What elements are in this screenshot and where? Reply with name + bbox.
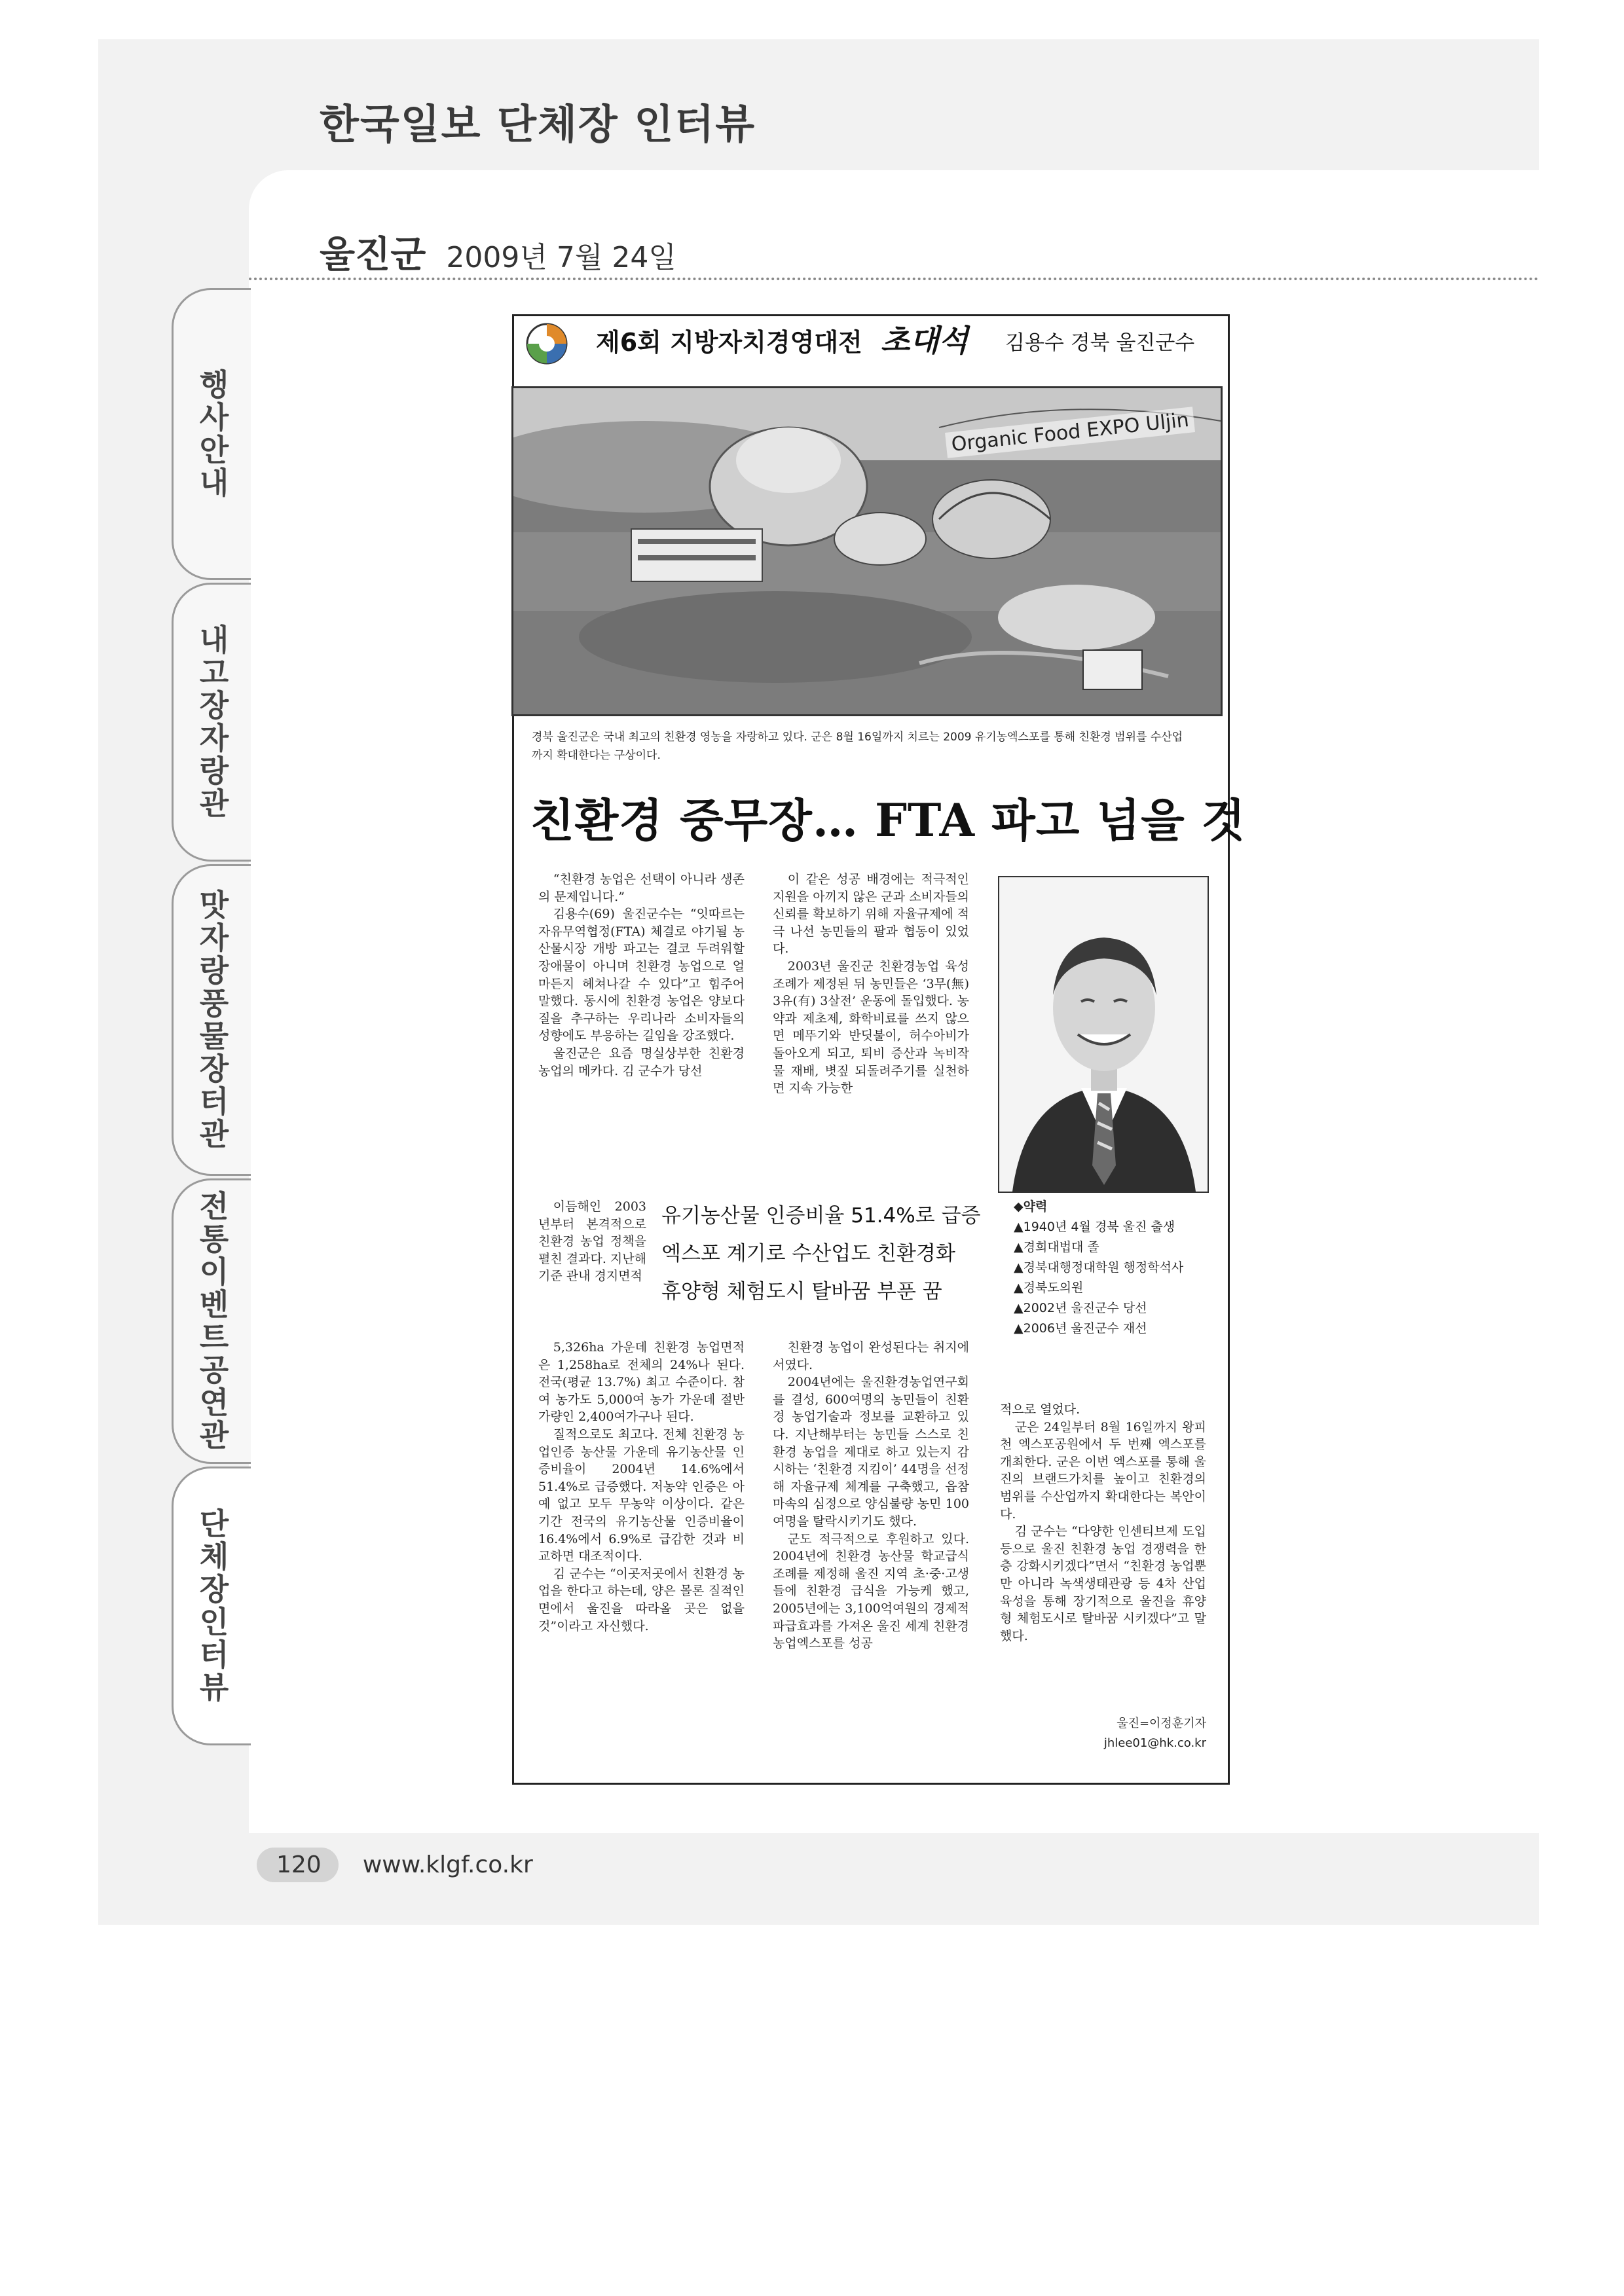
article-paragraph: 군도 적극적으로 후원하고 있다. 2004년에 친환경 농산물 학교급식조례를 제정해 울진 지역 초·중·고생들에 친환경 급식을 가능케 했고, 2005년에는 3,100억여원의 경제적 파급효과를 가져온 울진 세계 친환경농업엑스포를 성공: [773, 1531, 969, 1651]
article-headline: 친환경 중무장… FTA 파고 넘을 것: [530, 794, 1246, 847]
article-column-3: [1000, 1401, 1206, 1645]
subhead: 유기농산물 인증비율 51.4%로 급증: [661, 1204, 981, 1228]
page-number: 120: [257, 1848, 339, 1882]
side-tab-label: 맛자랑풍물장터관: [194, 889, 230, 1151]
profile-title: ◆약력: [1014, 1199, 1048, 1214]
article-paragraph: 친환경 농업이 완성된다는 취지에서였다.: [773, 1340, 969, 1372]
profile-box: [1014, 1197, 1210, 1339]
side-tab-performance[interactable]: [172, 1178, 251, 1464]
article-paragraph: 2003년 울진군 친환경농업 육성조례가 제정된 뒤 농민들은 ‘3무(無) 3유(有) 3살전’ 운동에 돌입했다. 농약과 제초제, 화학비료를 쓰지 않으면 메뚜기와 반딧불이, 허수아비가 돌아오게 되고, 퇴비 증산과 녹비작물 재배, 볏짚 되돌려주기를 실천하면 지속 가능한: [773, 958, 969, 1096]
header-divider: [249, 278, 1539, 280]
profile-item: ▲경북대행정대학원 행정학석사: [1014, 1260, 1184, 1275]
byline: [1061, 1714, 1206, 1753]
side-tab-hometown[interactable]: [172, 583, 251, 862]
profile-item: ▲2002년 울진군수 당선: [1014, 1301, 1147, 1315]
side-tab-label: 행사안내: [194, 369, 230, 500]
expo-sign: Organic Food EXPO Uljin: [945, 407, 1195, 458]
website-url: www.klgf.co.kr: [362, 1851, 533, 1878]
klgf-logo-icon: [524, 321, 570, 367]
publication-date: 2009년 7월 24일: [446, 241, 676, 274]
side-tab-label: 내고장자랑관: [194, 624, 230, 820]
profile-item: ▲경희대법대 졸: [1014, 1240, 1099, 1254]
side-tab-interview[interactable]: [172, 1467, 251, 1745]
side-tab-market[interactable]: [172, 864, 251, 1176]
side-tab-label: 전통이벤트공연관: [194, 1190, 230, 1452]
article-paragraph: 이듬해인 2003년부터 본격적으로 친환경 농업 정책을 펼친 결과다. 지난해 기준 관내 경지면적: [538, 1199, 646, 1284]
profile-item: ▲2006년 울진군수 재선: [1014, 1321, 1147, 1336]
award-title: 제6회 지방자치경영대전: [596, 328, 862, 357]
article-column-2: [773, 871, 969, 1097]
article-column-1-narrow: [538, 1198, 646, 1285]
subhead: 휴양형 체험도시 탈바꿈 부푼 꿈: [661, 1280, 942, 1303]
region-dateline: [320, 226, 676, 278]
mayor-portrait: [998, 876, 1209, 1193]
reporter-email: jhlee01@hk.co.kr: [1103, 1736, 1206, 1750]
article-subheads: [661, 1197, 980, 1311]
side-tab-label: 단체장인터뷰: [194, 1508, 230, 1704]
page-footer: [257, 1848, 533, 1882]
section-title: 한국일보 단체장 인터뷰: [320, 100, 756, 148]
article-paragraph: 5,326ha 가운데 친환경 농업면적은 1,258ha로 전체의 24%나 된다. 전국(평균 13.7%) 최고 수준이다. 참여 농가도 5,000여 농가 가운데 절반가량인 2,400여가구나 된다.: [538, 1340, 745, 1425]
reporter-name: 울진=이정훈기자: [1116, 1717, 1206, 1730]
article-paragraph: 적으로 열었다.: [1000, 1402, 1080, 1417]
article-paragraph: 김용수(69) 울진군수는 “잇따르는 자유무역협정(FTA) 체결로 야기될 농산물시장 개방 파고는 결코 두려워할 장애물이 아니며 친환경 농업으로 얼마든지 헤쳐나갈 수 있다”고 힘주어 말했다. 동시에 친환경 농업은 양보다 질을 추구하는 우리나라 소비자들의 성향에도 부응하는 길임을 강조했다.: [538, 907, 745, 1044]
award-banner: [524, 317, 1218, 369]
award-seal: 초대석: [881, 323, 969, 358]
article-column-2-lower: [773, 1339, 969, 1652]
article-paragraph: 군은 24일부터 8월 16일까지 왕피천 엑스포공원에서 두 번째 엑스포를 개최한다. 군은 이번 엑스포를 통해 울진의 브랜드가치를 높이고 친환경의 범위를 수산업까지 확대한다는 복안이다.: [1000, 1419, 1206, 1522]
expo-aerial-photo: [511, 386, 1223, 716]
subhead: 엑스포 계기로 수산업도 친환경화: [661, 1242, 955, 1266]
profile-item: ▲1940년 4월 경북 울진 출생: [1014, 1220, 1175, 1234]
photo-caption: 경북 울진군은 국내 최고의 친환경 영농을 자랑하고 있다. 군은 8월 16일까지 치르는 2009 유기농엑스포를 통해 친환경 범위를 수산업까지 확대한다는 구상이다.: [532, 731, 1183, 762]
profile-item: ▲경북도의원: [1014, 1281, 1084, 1295]
article-paragraph: 울진군은 요즘 명실상부한 친환경 농업의 메카다. 김 군수가 당선: [538, 1046, 745, 1078]
region-name: 울진군: [320, 234, 426, 276]
article-paragraph: 김 군수는 “다양한 인센티브제 도입 등으로 울진 친환경 농업 경쟁력을 한층 강화시키겠다”면서 “친환경 농업뿐만 아니라 녹색생태관광 등 4차 산업 육성을 통해 장기적으로 울진을 휴양형 체험도시로 탈바꿈 시키겠다”고 말했다.: [1000, 1524, 1206, 1643]
article-paragraph: 질적으로도 최고다. 전체 친환경 농업인증 농산물 가운데 유기농산물 인증비율이 2004년 14.6%에서 51.4%로 급증했다. 저농약 인증은 아예 없고 모두 무농약 이상이다. 같은 기간 전국의 유기농산물 인증비율이 16.4%에서 6.9%로 급감한 것과 비교하면 대조적이다.: [538, 1427, 745, 1564]
article-column-1: [538, 871, 745, 1080]
article-paragraph: “친환경 농업은 선택이 아니라 생존의 문제입니다.”: [538, 872, 745, 904]
mayor-portrait-illustration: [999, 877, 1208, 1192]
article-column-1-lower: [538, 1339, 745, 1635]
article-paragraph: 2004년에는 울진환경농업연구회를 결성, 600여명의 농민들이 친환경 농업기술과 정보를 교환하고 있다. 지난해부터는 농민들 스스로 친환경 농업을 제대로 하고 있는지 감시하는 ‘친환경 지킴이’ 44명을 선정해 자율규제 체계를 구축했고, 읍참마속의 심정으로 양심불량 농민 100여명을 탈락시키기도 했다.: [773, 1375, 969, 1529]
article-paragraph: 김 군수는 “이곳저곳에서 친환경 농업을 한다고 하는데, 양은 몰론 질적인 면에서 울진을 따라올 곳은 없을 것”이라고 자신했다.: [538, 1566, 745, 1633]
article-paragraph: 이 같은 성공 배경에는 적극적인 지원을 아끼지 않은 군과 소비자들의 신뢰를 확보하기 위해 자율규제에 적극 나선 농민들의 팔과 협동이 있었다.: [773, 872, 969, 957]
interviewee-name: 김용수 경북 울진군수: [1005, 331, 1195, 355]
side-tab-events[interactable]: [172, 288, 251, 580]
